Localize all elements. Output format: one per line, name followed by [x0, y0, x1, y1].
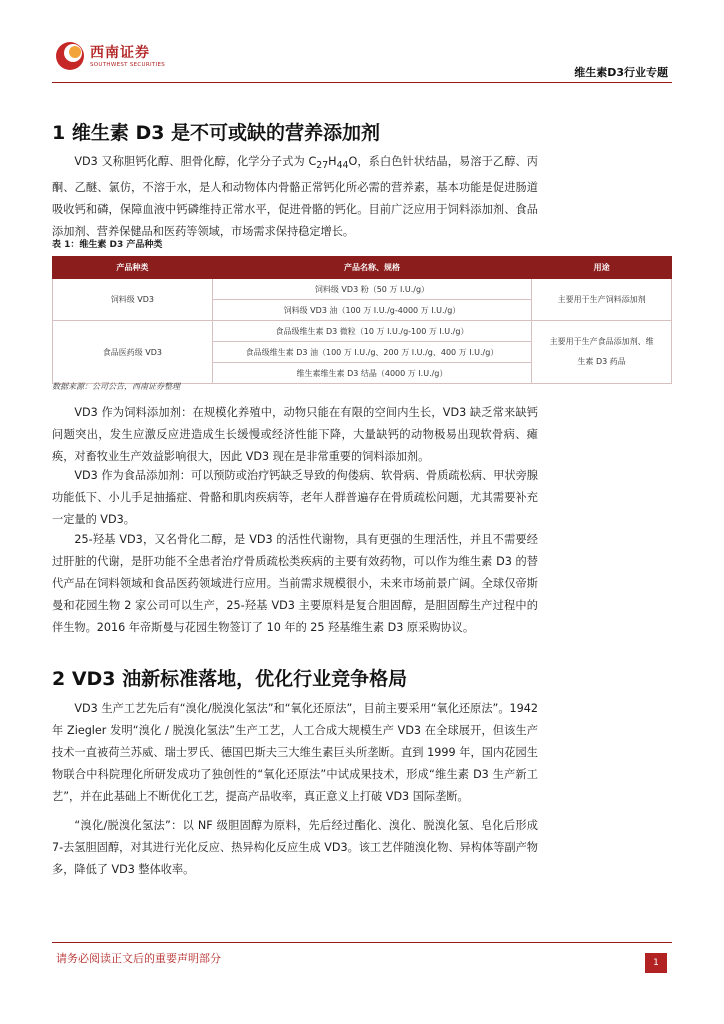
header-divider — [52, 82, 672, 83]
logo-english-name: SOUTHWEST SECURITIES — [90, 62, 166, 68]
feed-additive-paragraph: VD3 作为饲料添加剂：在规模化养殖中，动物只能在有限的空间内生长，VD3 缺乏常来缺钙问题突出，发生应激反应进造成生长缓慢或经济性能下降，大量缺钙的动物极易出现软骨病、瘫痪，对畜牧业生产效益影响很大，因此 VD3 现在是非常重要的饲料添加剂。 — [52, 406, 538, 463]
intro-text-part2: O，系白色针状结晶，易溶于乙醇、丙酮、乙醚、氯仿，不溶于水，是人和动物体内骨骼正常钙化所必需的营养素，基本功能是促进肠道吸收钙和磷，保障血液中钙磷维持正常水平，促进骨骼的钙化。目前广泛应用于饲料添加剂、食品添加剂、营养保健品和医药等领域，市场需求保持稳定增长。 — [52, 155, 538, 239]
bromination-process-paragraph: “溴化/脱溴化氢法”：以 NF 级胆固醇为原料，先后经过酯化、溴化、脱溴化氢、皂化后形成 7-去氢胆固醇，对其进行光化反应、热异构化反应生成 VD3。该工艺伴随溴化物、异构体等副产物多，降低了 VD3 整体收率。 — [52, 819, 538, 876]
page-header — [0, 0, 724, 82]
table-product-cell: 食品级维生素 D3 微粒（10 万 I.U./g-100 万 I.U./g） — [212, 321, 531, 342]
formula-subscript-c: 27 — [316, 160, 329, 172]
calcifediol-paragraph: 25-羟基 VD3，又名骨化二醇，是 VD3 的活性代谢物，具有更强的生理活性，并且不需要经过肝脏的代谢，是肝功能不全患者治疗骨质疏松类疾病的主要有效药物，可以作为维生素 D3 的替代产品在饲料领域和食品医药领域进行应用。当前需求规模很小，未来市场前景广阔。全球仅帝斯曼和花园生物 2 家公司可以生产，25-羟基 VD3 主要原料是复合胆固醇，是胆固醇生产过程中的伴生物。2016 年帝斯曼与花园生物签订了 10 年的 25 羟基维生素 D3 原采购协议。 — [52, 533, 538, 634]
table-header-cell: 产品种类 — [53, 257, 213, 279]
report-title: 维生素D3行业专题 — [574, 66, 668, 79]
table-caption: 表 1：维生素 D3 产品种类 — [52, 240, 163, 250]
table-product-cell: 饲料级 VD3 油（100 万 I.U./g-4000 万 I.U./g） — [212, 300, 531, 321]
table-use-cell — [532, 321, 672, 384]
section1-intro — [52, 151, 538, 243]
food-additive-paragraph: VD3 作为食品添加剂：可以预防或治疗钙缺乏导致的佝偻病、软骨病、骨质疏松病、甲状旁腺功能低下、小儿手足抽搐症、骨骼和肌肉疾病等，老年人群普遍存在骨质疏松问题，尤其需要补充一定量的 VD3。 — [52, 469, 538, 526]
process-history-paragraph: VD3 生产工艺先后有“溴化/脱溴化氢法”和“氧化还原法”，目前主要采用“氧化还原法”。1942 年 Ziegler 发明“溴化 / 脱溴化氢法”生产工艺，人工合成大规模生产 VD3 在全球展开，但该生产技术一直被荷兰苏威、瑞士罗氏、德国巴斯夫三大维生素巨头所垄断。直到 1999 年，国内花园生物联合中科院理化所研发成功了独创性的“氧化还原法”中试成果技术，形成“维生素 D3 生产新工艺”，并在此基础上不断优化工艺，提高产品收率，真正意义上打破 VD3 国际垄断。 — [52, 702, 538, 803]
table-header-cell: 用途 — [532, 257, 672, 279]
product-types-table — [52, 256, 672, 384]
table-use-cell: 主要用于生产饲料添加剂 — [532, 279, 672, 321]
table-product-cell: 维生素维生素 D3 结晶（4000 万 I.U./g） — [212, 363, 531, 384]
footer-divider — [52, 942, 672, 943]
page-number: 1 — [645, 953, 667, 973]
table-use-line: 主要用于生产食品添加剂、维 — [549, 337, 654, 346]
disclaimer-note: 请务必阅读正文后的重要声明部分 — [56, 952, 221, 965]
logo-mark-icon — [54, 40, 86, 72]
table-source: 数据来源：公司公告，西南证券整理 — [52, 382, 180, 391]
table-category-cell: 食品医药级 VD3 — [53, 321, 213, 384]
company-logo — [54, 40, 184, 74]
section2-heading: 2 VD3 油新标准落地，优化行业竞争格局 — [52, 668, 408, 690]
table-use-line: 生素 D3 药品 — [577, 357, 626, 366]
table-row — [53, 321, 672, 342]
table-product-cell: 食品级维生素 D3 油（100 万 I.U./g、200 万 I.U./g、400 万 I.U./g） — [212, 342, 531, 363]
table-product-cell: 饲料级 VD3 粉（50 万 I.U./g） — [212, 279, 531, 300]
table-header-cell: 产品名称、规格 — [212, 257, 531, 279]
section1-heading: 1 维生素 D3 是不可或缺的营养添加剂 — [52, 122, 381, 144]
logo-chinese-name: 西南证券 — [90, 45, 150, 61]
table-category-cell: 饲料级 VD3 — [53, 279, 213, 321]
formula-subscript-h: 44 — [336, 160, 349, 172]
formula-h: H — [328, 155, 337, 168]
table-header-row — [53, 257, 672, 279]
table-row — [53, 279, 672, 300]
intro-text-part1: VD3 又称胆钙化醇、胆骨化醇，化学分子式为 C — [74, 155, 317, 168]
